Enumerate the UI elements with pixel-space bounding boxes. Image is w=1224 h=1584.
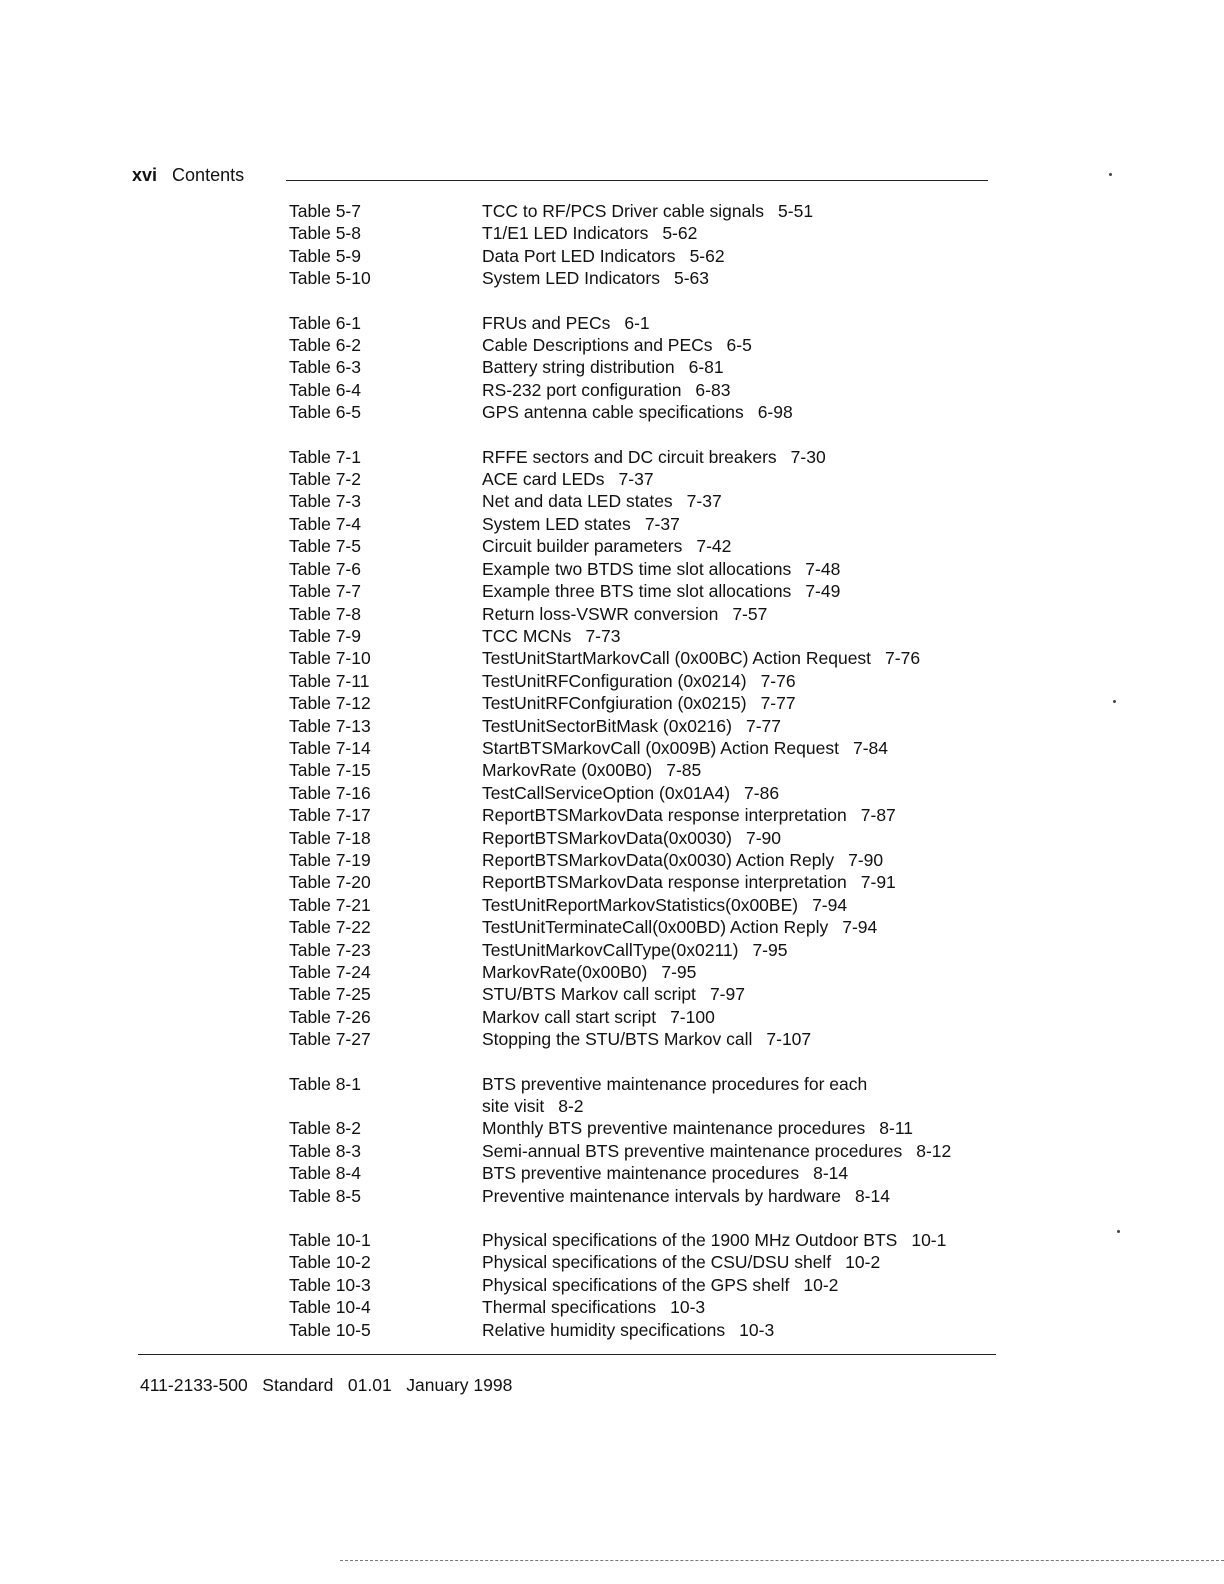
table-label: Table 7-17 [289, 805, 371, 826]
table-label: Table 7-16 [289, 782, 371, 803]
table-label: Table 6-3 [289, 357, 361, 378]
table-title: Example three BTS time slot allocations [482, 581, 792, 602]
toc-entry[interactable] [289, 647, 1009, 669]
table-title-cell [482, 692, 1009, 714]
page-reference: 5-63 [673, 268, 710, 289]
toc-entry[interactable] [289, 312, 1009, 334]
table-title: TestUnitStartMarkovCall (0x00BC) Action Request [482, 648, 872, 669]
table-title: Physical specifications of the CSU/DSU shelf [482, 1252, 832, 1273]
page-reference: 6-1 [624, 312, 650, 333]
page-reference: 8-11 [879, 1118, 913, 1139]
page-reference: 8-14 [854, 1185, 890, 1206]
table-label: Table 7-21 [289, 894, 371, 915]
table-title-cell [482, 782, 1009, 804]
page-reference: 7-73 [585, 625, 621, 646]
toc-entry[interactable] [289, 1185, 1009, 1207]
table-title: TestUnitRFConfiguration (0x0214) [482, 670, 747, 691]
toc-entry[interactable] [289, 1006, 1009, 1028]
toc-entry[interactable] [289, 490, 1009, 512]
toc-entry[interactable] [289, 782, 1009, 804]
page-reference: 7-37 [618, 469, 654, 490]
doc-date: January 1998 [406, 1375, 513, 1395]
table-title: ReportBTSMarkovData response interpretation [482, 872, 847, 893]
table-title-cell [482, 1296, 1009, 1318]
table-label: Table 7-22 [289, 917, 371, 938]
table-label: Table 5-7 [289, 201, 361, 221]
table-title: TestCallServiceOption (0x01A4) [482, 782, 731, 803]
footer-rule [138, 1354, 996, 1355]
doc-number: 411-2133-500 [140, 1375, 248, 1395]
table-title-cell [482, 446, 1009, 468]
table-title-cell [482, 1319, 1009, 1341]
page-reference: 7-95 [661, 962, 697, 982]
table-label: Table 8-5 [289, 1185, 361, 1206]
toc-group [289, 1229, 1009, 1341]
table-title-cell [482, 894, 1009, 916]
table-title: System LED states [482, 513, 631, 534]
toc-entry[interactable] [289, 759, 1009, 781]
toc-entry[interactable] [289, 916, 1009, 938]
page-reference: 6-81 [688, 357, 724, 378]
table-title-cell [482, 267, 1009, 289]
table-title-cell [482, 715, 1009, 737]
table-label: Table 5-9 [289, 245, 361, 266]
table-title: Net and data LED states [482, 491, 673, 512]
table-label: Table 7-14 [289, 737, 371, 758]
table-title: Example two BTDS time slot allocations [482, 558, 792, 579]
page-reference: 6-5 [726, 335, 752, 356]
table-label: Table 7-15 [289, 760, 371, 781]
toc-entry[interactable] [289, 1229, 1009, 1251]
table-title: GPS antenna cable specifications [482, 402, 744, 423]
page-reference: 7-49 [805, 581, 841, 602]
page-reference: 7-91 [860, 872, 896, 893]
table-label: Table 7-25 [289, 984, 371, 1005]
table-title: BTS preventive maintenance procedures [482, 1163, 800, 1184]
toc-entry[interactable] [289, 334, 1009, 356]
scan-artifact-dot [1113, 700, 1116, 703]
toc-entry[interactable] [289, 603, 1009, 625]
table-title-cell [482, 1229, 1009, 1251]
toc-entry[interactable] [289, 894, 1009, 916]
page-reference: 10-3 [670, 1297, 706, 1318]
table-title-cell [482, 1006, 1009, 1028]
table-title-cell [482, 871, 1009, 893]
table-title: Markov call start script [482, 1006, 657, 1027]
table-title: FRUs and PECs [482, 312, 611, 333]
page-reference: 6-83 [695, 379, 731, 400]
table-title: T1/E1 LED Indicators [482, 223, 649, 244]
table-title: BTS preventive maintenance procedures for each [482, 1073, 868, 1094]
table-label: Table 10-1 [289, 1230, 371, 1251]
table-title-cell [482, 200, 1009, 222]
page-reference: 7-97 [709, 984, 745, 1005]
table-title: Physical specifications of the GPS shelf [482, 1274, 790, 1295]
table-label: Table 7-11 [289, 670, 370, 691]
page-reference: 7-77 [745, 715, 781, 736]
table-title-cell [482, 580, 1009, 602]
table-title: TestUnitTerminateCall(0x00BD) Action Reply [482, 917, 829, 938]
page-reference: 7-37 [644, 513, 680, 534]
table-label: Table 7-2 [289, 469, 361, 490]
table-title: Return loss-VSWR conversion [482, 603, 719, 624]
table-label: Table 7-3 [289, 491, 361, 512]
table-title: Thermal specifications [482, 1297, 657, 1318]
table-title-cell [482, 759, 1009, 781]
table-title-cell [482, 1185, 1009, 1207]
toc-group [289, 446, 1009, 1051]
toc-entry[interactable] [289, 580, 1009, 602]
table-title: Circuit builder parameters [482, 536, 683, 557]
doc-status: Standard [262, 1375, 334, 1395]
table-label: Table 7-20 [289, 872, 371, 893]
table-title: Monthly BTS preventive maintenance procedures [482, 1118, 866, 1139]
table-title: ReportBTSMarkovData(0x0030) Action Reply [482, 849, 835, 870]
table-title-cell [482, 983, 1009, 1005]
table-label: Table 6-2 [289, 335, 361, 356]
table-title-cell [482, 916, 1009, 938]
table-title-cell [482, 222, 1009, 244]
page-reference: 7-87 [860, 805, 896, 826]
table-label: Table 7-5 [289, 536, 361, 557]
toc-entry[interactable] [289, 1251, 1009, 1273]
table-title-cell [482, 647, 1009, 669]
table-label: Table 8-2 [289, 1118, 361, 1139]
table-title-cell [482, 804, 1009, 826]
table-title-cell [482, 670, 1009, 692]
table-label: Table 7-10 [289, 648, 371, 669]
toc-entry[interactable] [289, 1274, 1009, 1296]
toc-entry[interactable] [289, 939, 1009, 961]
page-reference: 7-107 [766, 1029, 812, 1050]
table-title: System LED Indicators [482, 268, 660, 289]
page-reference: 8-14 [813, 1163, 849, 1184]
toc-entry[interactable] [289, 446, 1009, 468]
page-reference: 7-37 [686, 491, 722, 512]
toc-entry[interactable] [289, 1117, 1009, 1139]
table-title-cell [482, 379, 1009, 401]
page-reference: 10-3 [739, 1319, 775, 1340]
page-reference: 7-76 [885, 648, 921, 669]
toc-entry[interactable] [289, 827, 1009, 849]
toc-entry[interactable] [289, 670, 1009, 692]
table-label: Table 10-4 [289, 1297, 371, 1318]
table-title: TestUnitRFConfgiuration (0x0215) [482, 693, 747, 714]
running-header [132, 164, 988, 186]
table-label: Table 6-4 [289, 379, 361, 400]
page-reference: 5-62 [689, 245, 725, 266]
toc-entry[interactable] [289, 1140, 1009, 1162]
table-title-cell [482, 737, 1009, 759]
table-title: ReportBTSMarkovData(0x0030) [482, 827, 732, 848]
table-title-cell [482, 312, 1009, 334]
table-title-cell [482, 1251, 1009, 1273]
table-label: Table 6-1 [289, 312, 361, 333]
doc-issue: 01.01 [347, 1375, 392, 1395]
toc-entry[interactable] [289, 222, 1009, 244]
table-label: Table 8-1 [289, 1073, 361, 1094]
toc-entry[interactable] [289, 871, 1009, 893]
table-label: Table 7-23 [289, 939, 371, 960]
table-label: Table 7-7 [289, 581, 361, 602]
page-reference: 10-2 [845, 1252, 881, 1273]
page-reference: 7-30 [790, 446, 826, 467]
page-reference: 7-57 [732, 603, 768, 624]
table-title-cell [482, 625, 1009, 647]
page-reference: 7-95 [752, 939, 788, 960]
table-title: ReportBTSMarkovData response interpretation [482, 805, 847, 826]
table-title-cell [482, 513, 1009, 535]
page-reference: 5-51 [778, 201, 814, 221]
table-label: Table 7-12 [289, 693, 371, 714]
toc-entry[interactable] [289, 961, 1009, 983]
table-title-cell [482, 849, 1009, 871]
table-label: Table 8-4 [289, 1163, 361, 1184]
toc-entry[interactable] [289, 200, 1009, 222]
toc-entry[interactable] [289, 245, 1009, 267]
table-label: Table 6-5 [289, 402, 361, 423]
toc-entry[interactable] [289, 804, 1009, 826]
table-label: Table 10-2 [289, 1252, 371, 1273]
table-title-cell [482, 961, 1009, 983]
toc-entry[interactable] [289, 558, 1009, 580]
toc-entry[interactable] [289, 625, 1009, 647]
toc-group [289, 200, 1009, 290]
table-title-cell [482, 356, 1009, 378]
table-title-cell [482, 1073, 1009, 1118]
table-title: TestUnitReportMarkovStatistics(0x00BE) [482, 894, 799, 915]
table-title: StartBTSMarkovCall (0x009B) Action Request [482, 737, 839, 758]
page-number: xvi [132, 165, 158, 185]
toc-entry[interactable] [289, 1162, 1009, 1184]
toc-group [289, 312, 1009, 424]
page-reference: 10-1 [911, 1230, 947, 1251]
page-reference: 7-42 [696, 536, 732, 557]
table-label: Table 7-13 [289, 715, 371, 736]
running-footer [140, 1374, 512, 1396]
page-reference: 7-86 [744, 782, 780, 803]
table-label: Table 7-27 [289, 1029, 371, 1050]
page-reference: 7-48 [805, 558, 841, 579]
toc-entry[interactable] [289, 715, 1009, 737]
table-title: Preventive maintenance intervals by hardware [482, 1185, 841, 1206]
toc-entry[interactable] [289, 1028, 1009, 1050]
page-reference: 7-94 [842, 917, 878, 938]
table-label: Table 10-3 [289, 1274, 371, 1295]
table-title: Physical specifications of the 1900 MHz Outdoor BTS [482, 1230, 898, 1251]
table-label: Table 7-18 [289, 827, 371, 848]
scan-artifact-dot [1109, 173, 1112, 176]
page-reference: 7-90 [848, 849, 884, 870]
toc-entry[interactable] [289, 535, 1009, 557]
table-title: TestUnitMarkovCallType(0x0211) [482, 939, 739, 960]
toc-entry[interactable] [289, 737, 1009, 759]
toc-entry[interactable] [289, 513, 1009, 535]
toc-entry[interactable] [289, 468, 1009, 490]
table-title-cell [482, 558, 1009, 580]
table-title: Data Port LED Indicators [482, 245, 676, 266]
table-title-cell [482, 245, 1009, 267]
toc-entry[interactable] [289, 983, 1009, 1005]
table-title-continuation-line [482, 1095, 1009, 1117]
table-title: MarkovRate(0x00B0) [482, 962, 648, 982]
table-label: Table 7-26 [289, 1006, 371, 1027]
header-rule [286, 180, 988, 181]
table-label: Table 5-8 [289, 223, 361, 244]
table-title-cell [482, 1117, 1009, 1139]
table-title: Battery string distribution [482, 357, 675, 378]
page-reference: 6-98 [757, 402, 793, 423]
table-label: Table 8-3 [289, 1140, 361, 1161]
page-reference: 7-85 [666, 760, 702, 781]
table-label: Table 10-5 [289, 1319, 371, 1340]
table-title: Cable Descriptions and PECs [482, 335, 713, 356]
toc-entry[interactable] [289, 401, 1009, 423]
table-title: RFFE sectors and DC circuit breakers [482, 446, 777, 467]
table-title: TestUnitSectorBitMask (0x0216) [482, 715, 732, 736]
table-label: Table 7-9 [289, 625, 361, 646]
table-label: Table 7-4 [289, 513, 361, 534]
table-title: TCC to RF/PCS Driver cable signals [482, 201, 765, 221]
table-title: ACE card LEDs [482, 469, 605, 490]
table-title-cell [482, 939, 1009, 961]
toc-entry[interactable] [289, 849, 1009, 871]
page-reference: 7-77 [760, 693, 796, 714]
list-of-tables [289, 200, 1009, 1363]
page-reference: 7-100 [670, 1006, 715, 1027]
toc-entry[interactable] [289, 356, 1009, 378]
page-reference: 7-94 [812, 894, 848, 915]
table-title: TCC MCNs [482, 625, 572, 646]
table-label: Table 7-1 [289, 446, 361, 467]
table-title-cell [482, 1162, 1009, 1184]
table-title-cell [482, 468, 1009, 490]
table-title-cell [482, 1028, 1009, 1050]
table-title: MarkovRate (0x00B0) [482, 760, 653, 781]
table-title: Relative humidity specifications [482, 1319, 726, 1340]
page-reference: 8-12 [916, 1140, 952, 1161]
toc-entry[interactable] [289, 1073, 1009, 1118]
toc-entry[interactable] [289, 1296, 1009, 1318]
table-title: Semi-annual BTS preventive maintenance procedures [482, 1140, 903, 1161]
section-title: Contents [172, 165, 245, 185]
toc-entry[interactable] [289, 267, 1009, 289]
table-label: Table 7-8 [289, 603, 361, 624]
table-title-cell [482, 490, 1009, 512]
table-title-continuation: site visit [482, 1096, 545, 1117]
page-reference: 7-76 [760, 670, 796, 691]
page-reference: 7-84 [852, 737, 888, 758]
toc-entry[interactable] [289, 379, 1009, 401]
table-title-cell [482, 1140, 1009, 1162]
page-reference: 5-62 [662, 223, 698, 244]
toc-group [289, 1073, 1009, 1207]
table-title-cell [482, 401, 1009, 423]
table-title-cell [482, 535, 1009, 557]
table-title-cell [482, 334, 1009, 356]
table-title: RS-232 port configuration [482, 379, 682, 400]
table-title-cell [482, 827, 1009, 849]
table-title: Stopping the STU/BTS Markov call [482, 1029, 753, 1050]
page-reference: 10-2 [803, 1274, 839, 1295]
table-label: Table 7-6 [289, 558, 361, 579]
table-label: Table 5-10 [289, 268, 371, 289]
table-title: STU/BTS Markov call script [482, 984, 696, 1005]
toc-entry[interactable] [289, 1319, 1009, 1341]
scan-artifact-dot [1117, 1230, 1120, 1233]
scan-artifact-line [340, 1560, 1224, 1561]
toc-entry[interactable] [289, 692, 1009, 714]
table-label: Table 7-24 [289, 962, 371, 982]
page-reference: 8-2 [558, 1096, 584, 1117]
page-reference: 7-90 [745, 827, 781, 848]
table-label: Table 7-19 [289, 849, 371, 870]
table-title-cell [482, 1274, 1009, 1296]
table-title-cell [482, 603, 1009, 625]
